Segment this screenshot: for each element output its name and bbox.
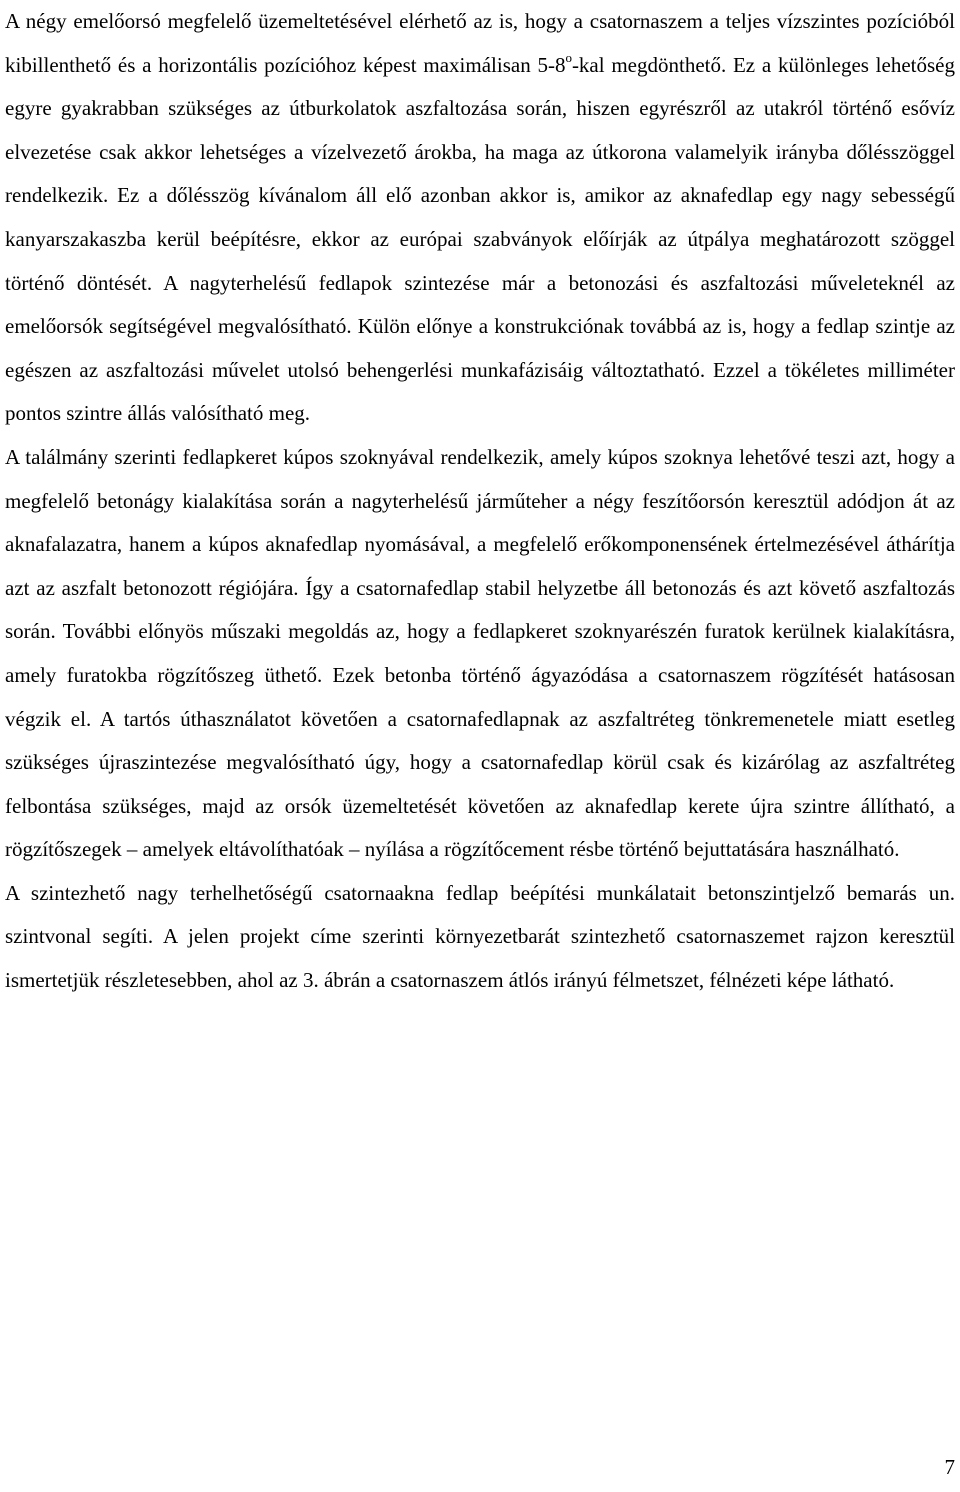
body-text bbox=[5, 0, 955, 1003]
page-number: 7 bbox=[944, 1455, 955, 1479]
paragraph-1 bbox=[5, 0, 955, 436]
degree-superscript: o bbox=[565, 49, 572, 65]
paragraph-2: A találmány szerinti fedlapkeret kúpos szoknyával rendelkezik, amely kúpos szoknya lehetővé teszi azt, hogy a megfelelő betonágy kialakítása során a nagyterhelésű járműteher a négy feszítőorsón keresztül adódjon át az aknafalazatra, hanem a kúpos aknafedlap nyomásával, a megfelelő erőkomponensének értelmezésével áthárítja azt az aszfalt betonozott régiójára. Így a csatornafedlap stabil helyzetbe áll betonozás és azt követő aszfaltozás során. További előnyös műszaki megoldás az, hogy a fedlapkeret szoknyarészén furatok kerülnek kialakításra, amely furatokba rögzítőszeg üthető. Ezek betonba történő ágyazódása a csatornaszem rögzítését hatásosan végzik el. A tartós úthasználatot követően a csatornafedlapnak az aszfaltréteg tönkremenetele miatt esetleg szükséges újraszintezése megvalósítható úgy, hogy a csatornafedlap körül csak és kizárólag az aszfaltréteg felbontása szükséges, majd az orsók üzemeltetését követően az aknafedlap kerete újra szintre állítható, a rögzítőszegek – amelyek eltávolíthatóak – nyílása a rögzítőcement résbe történő bejuttatására használható. bbox=[5, 444, 955, 862]
paragraph-1-part2: -kal megdönthető. Ez a különleges lehetőség egyre gyakrabban szükséges az útburkolatok aszfaltozása során, hiszen egyrészről az utakról történő esővíz elvezetése csak akkor lehetséges a vízelvezető árokba, ha maga az útkorona valamelyik irányba dőlésszöggel rendelkezik. Ez a dőlésszög kívánalom áll elő azonban akkor is, amikor az aknafedlap egy nagy sebességű kanyarszakaszba kerül beépítésre, ekkor az európai szabványok előírják az útpálya meghatározott szöggel történő döntését. A nagyterhelésű fedlapok szintezése már a betonozási és aszfaltozási műveleteknél az emelőorsók segítségével megvalósítható. Külön előnye a konstrukciónak továbbá az is, hogy a fedlap szintje az egészen az aszfaltozási művelet utolsó behengerlési munkafázisáig változtatható. Ezzel a tökéletes milliméter pontos szintre állás valósítható meg. bbox=[5, 52, 955, 426]
paragraph-1-part1: A négy emelőorsó megfelelő üzemeltetésével elérhető az is, hogy a csatornaszem a teljes vízszintes pozícióból kibillenthető és a horizontális pozícióhoz képest maximálisan 5-8 bbox=[5, 9, 955, 77]
paragraph-3: A szintezhető nagy terhelhetőségű csatornaakna fedlap beépítési munkálatait betonszintjelző bemarás un. szintvonal segíti. A jelen projekt címe szerinti környezetbarát szintezhető csatornaszemet rajzon keresztül ismertetjük részletesebben, ahol az 3. ábrán a csatornaszem átlós irányú félmetszet, félnézeti képe látható. bbox=[5, 880, 955, 993]
